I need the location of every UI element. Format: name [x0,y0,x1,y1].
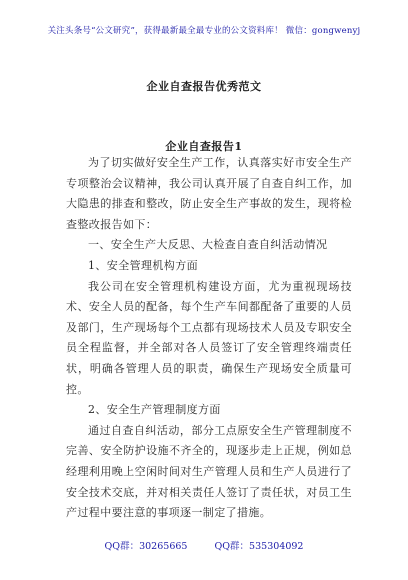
body-paragraph-system: 通过自查自纠活动，部分工点原安全生产管理制度不完善、安全防护设施不齐全的，现逐步走上正规，例如总经理利用晚上空闲时间对生产管理人员和生产人员进行了安全技术交底，并对相关责任人签订了责任状，对员工生产过程中要注意的事项逐一制定了措施。 [66,423,352,520]
body-paragraph-intro: 为了切实做好安全生产工作，认真落实好市安全生产专项整治会议精神，我公司认真开展了自查自纠工作，加大隐患的排查和整改，防止安全生产事故的发生，现将检查整改报告如下： [66,156,352,231]
footer-contacts [0,538,408,552]
header-promo-note: 关注头条号“公文研究”，获得最新最全最专业的公文资料库！ 微信：gongwenyj [47,26,361,36]
document-title: 企业自查报告优秀范文 [146,80,262,93]
section-title: 企业自查报告1 [165,140,243,153]
body-paragraph-organization: 我公司在安全管理机构建设方面，尤为重视现场技术、安全人员的配备，每个生产车间都配备了重要的人员及部门，生产现场每个工点都有现场技术人员及专职安全员全程监督，并全部对各人员签订了安全管理终端责任状，明确各管理人员的职责，确保生产现场安全质量可控。 [66,279,352,396]
document-body [66,153,352,524]
body-heading-activity: 一、安全生产大反思、大检查自查自纠活动情况 [88,238,328,252]
footer-qq-group-1: QQ群：30265665 [104,541,188,552]
body-subheading-organization: 1、安全管理机构方面 [88,258,198,272]
body-subheading-system: 2、安全生产管理制度方面 [88,403,221,417]
footer-qq-group-2: QQ群：535304092 [214,541,304,552]
